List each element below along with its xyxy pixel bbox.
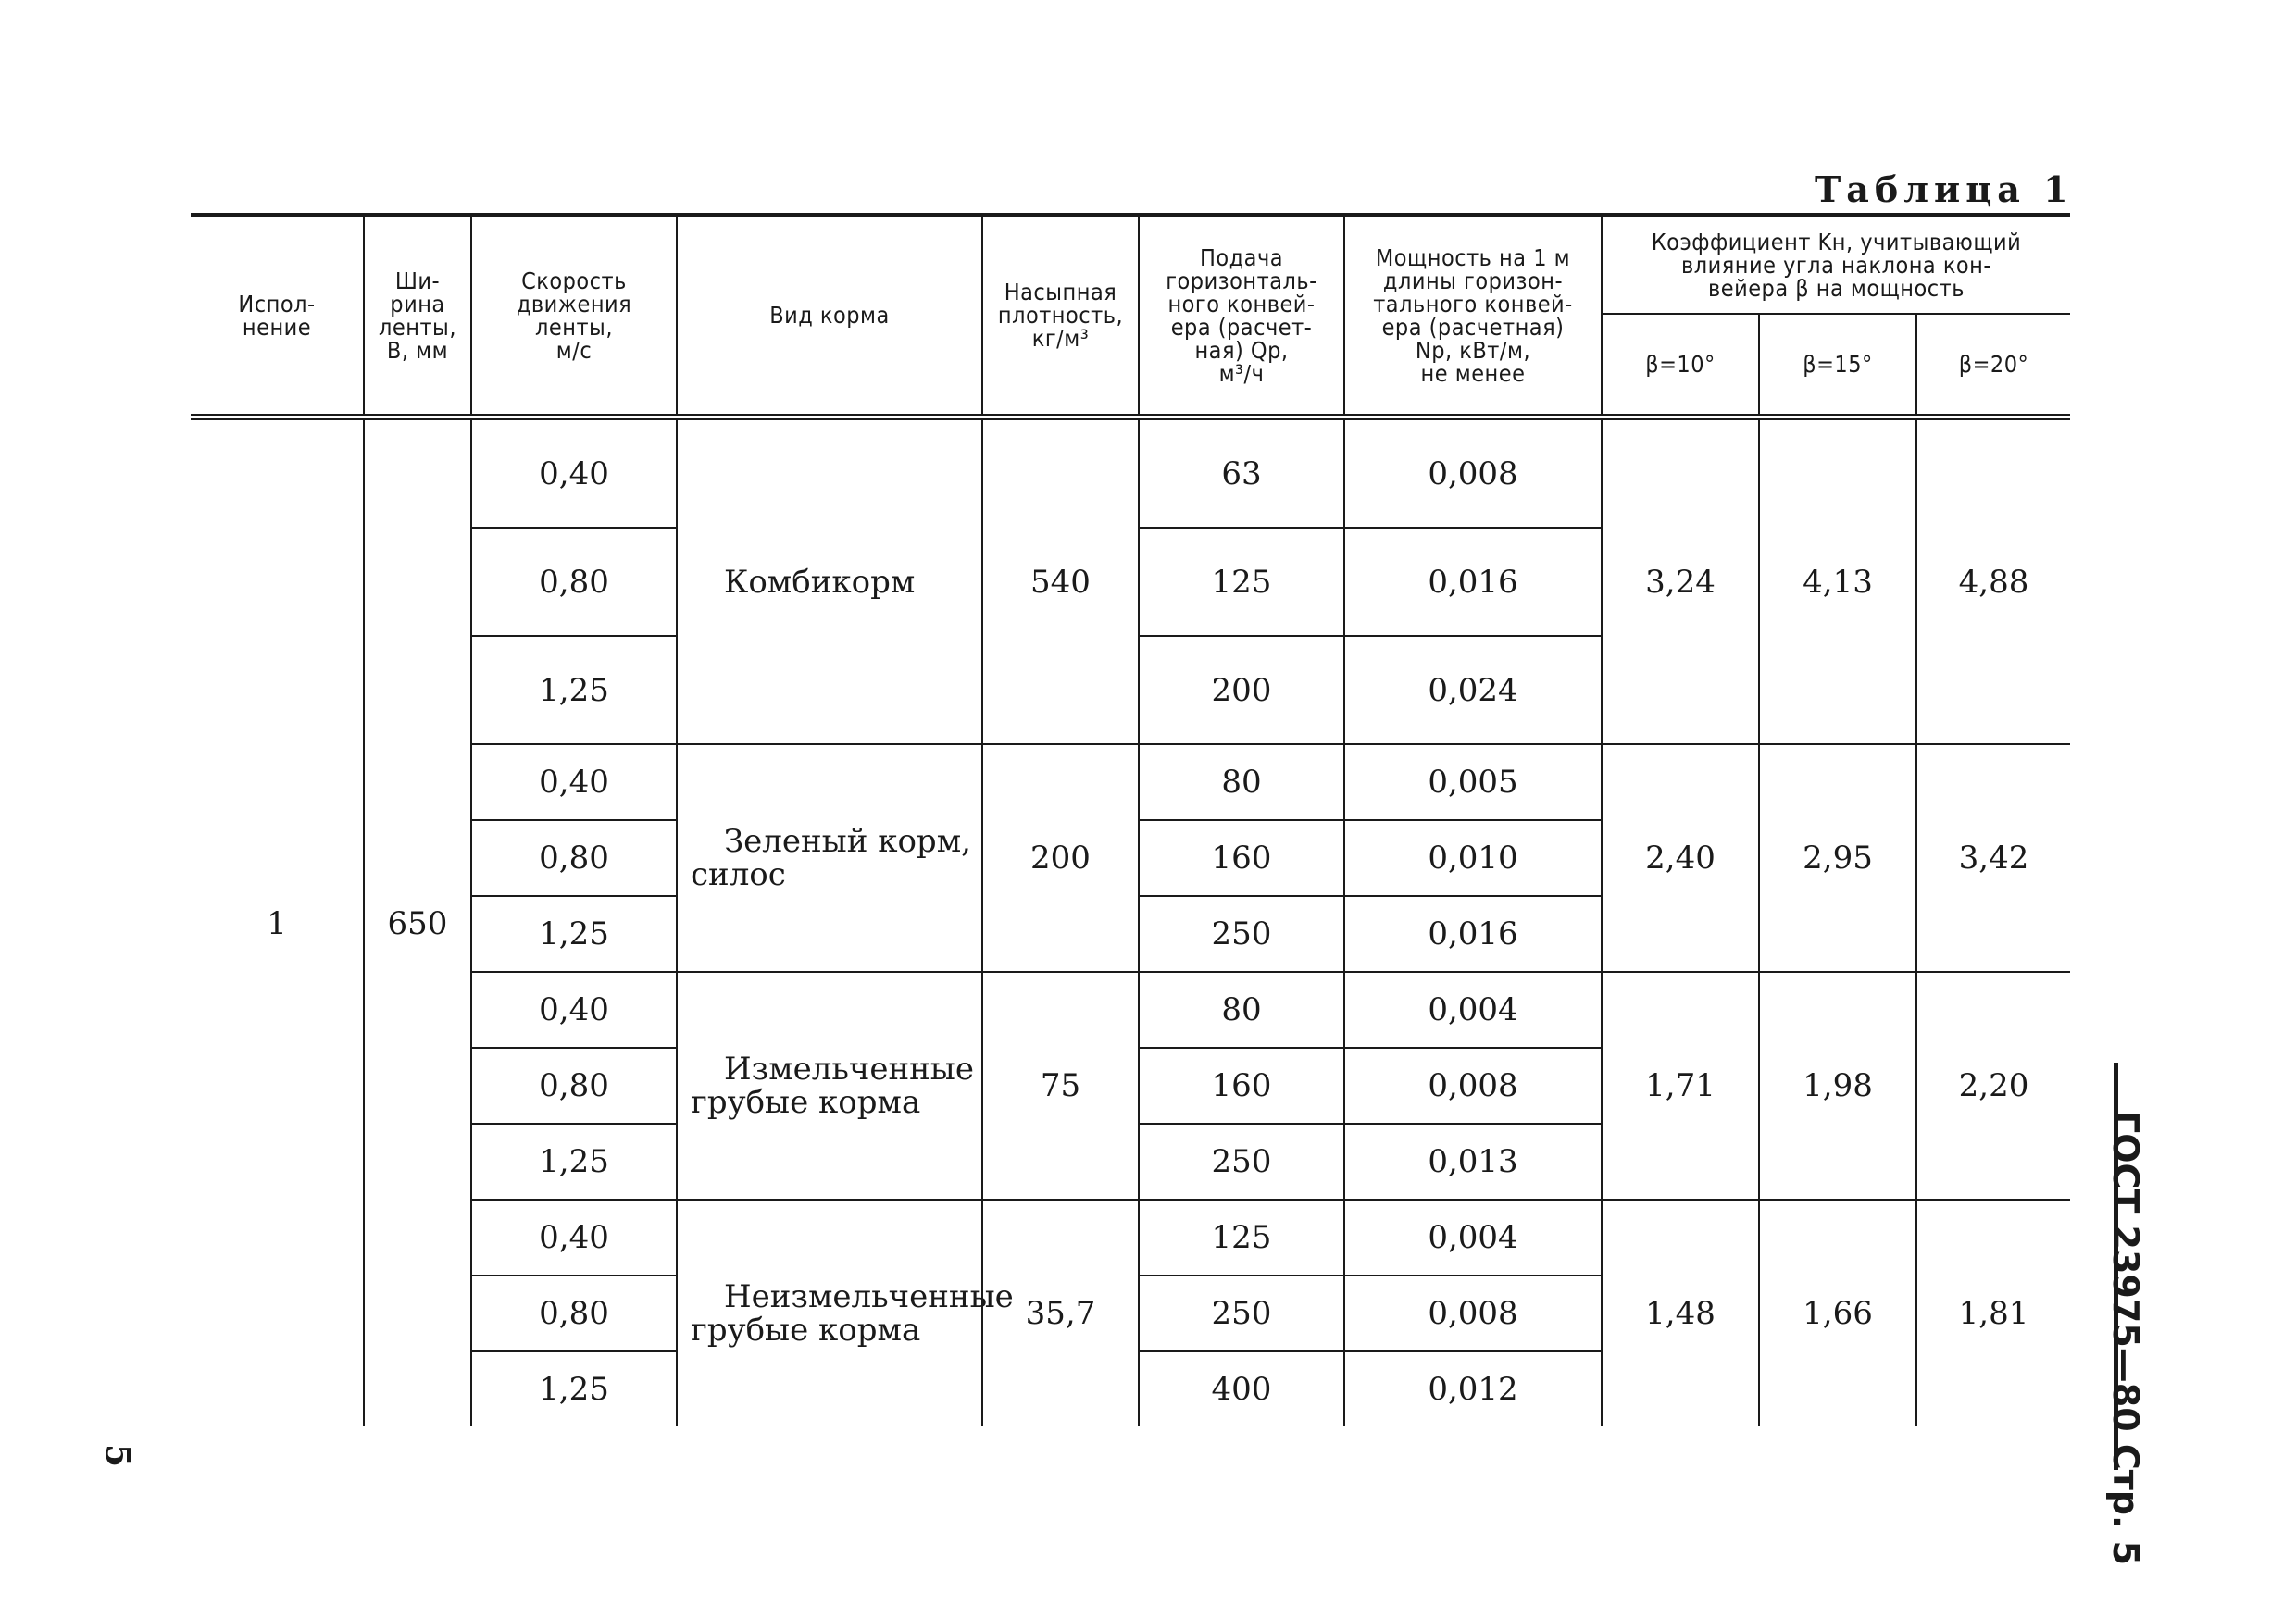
cell-power: 0,008	[1344, 1276, 1602, 1351]
cell-coefficient-10: 2,40	[1602, 744, 1759, 972]
cell-capacity: 400	[1139, 1351, 1344, 1426]
header-line: кг/м³	[1031, 325, 1090, 352]
header-line: Коэффициент Kн, учитывающий	[1651, 228, 2022, 255]
cell-capacity: 80	[1139, 972, 1344, 1048]
header-line: ера (расчет-	[1170, 313, 1313, 341]
header-line: длины горизон-	[1382, 267, 1564, 294]
header-line: B, мм	[386, 336, 449, 364]
cell-density: 35,7	[982, 1200, 1139, 1426]
header-line: Мощность на 1 м	[1375, 243, 1571, 271]
cell-capacity: 200	[1139, 636, 1344, 744]
header-line: плотность,	[997, 302, 1124, 329]
cell-coefficient-20: 1,81	[1916, 1200, 2070, 1426]
feed-type-line: грубые корма	[691, 1084, 921, 1121]
cell-power: 0,016	[1344, 896, 1602, 972]
header-line: м/с	[555, 336, 593, 364]
cell-speed: 0,80	[471, 820, 677, 896]
header-coefficient-group	[1602, 215, 2070, 314]
header-width	[364, 215, 471, 417]
header-line: Скорость	[521, 267, 627, 294]
header-line: тального конвей-	[1373, 290, 1573, 317]
table-row	[191, 972, 2070, 1048]
cell-feed-type	[677, 417, 982, 745]
cell-speed: 0,40	[471, 417, 677, 529]
cell-coefficient-15: 4,13	[1759, 417, 1916, 745]
cell-density: 75	[982, 972, 1139, 1200]
header-line: рина	[390, 290, 445, 317]
header-line: влияние угла наклона кон-	[1680, 251, 1992, 279]
cell-speed: 1,25	[471, 1351, 677, 1426]
feed-type-line: Зеленый корм,	[724, 823, 971, 860]
header-line: Nр, кВт/м,	[1415, 336, 1531, 364]
cell-speed: 1,25	[471, 896, 677, 972]
cell-power: 0,010	[1344, 820, 1602, 896]
cell-power: 0,016	[1344, 528, 1602, 636]
cell-speed: 1,25	[471, 1124, 677, 1200]
header-line: не менее	[1420, 359, 1526, 387]
cell-speed: 0,40	[471, 744, 677, 820]
cell-speed: 0,40	[471, 972, 677, 1048]
header-line: ного конвей-	[1167, 290, 1316, 317]
cell-capacity: 250	[1139, 896, 1344, 972]
header-beta-10: β=10°	[1602, 314, 1759, 417]
cell-power: 0,012	[1344, 1351, 1602, 1426]
feed-type-line: грубые корма	[691, 1312, 921, 1349]
table-row	[191, 1200, 2070, 1276]
header-line: Ши-	[394, 267, 441, 294]
table-title: Таблица 1	[1815, 168, 2074, 210]
header-line: горизонталь-	[1166, 267, 1317, 294]
header-line: нение	[242, 313, 312, 341]
cell-power: 0,004	[1344, 1200, 1602, 1276]
cell-coefficient-20: 3,42	[1916, 744, 2070, 972]
header-line: ная) Qр,	[1194, 336, 1289, 364]
feed-type-line: Неизмельченные	[724, 1278, 1014, 1315]
header-line: Испол-	[238, 290, 316, 317]
cell-power: 0,004	[1344, 972, 1602, 1048]
cell-execution: 1	[191, 417, 364, 1427]
cell-capacity: 250	[1139, 1276, 1344, 1351]
feed-type-line: Комбикорм	[724, 563, 916, 601]
cell-capacity: 250	[1139, 1124, 1344, 1200]
header-speed	[471, 215, 677, 417]
standard-page-label: ГОСТ 23975—80 Стр. 5	[2105, 1111, 2146, 1566]
cell-coefficient-20: 2,20	[1916, 972, 2070, 1200]
cell-coefficient-20: 4,88	[1916, 417, 2070, 745]
header-capacity	[1139, 215, 1344, 417]
page-number: 5	[98, 1444, 137, 1468]
cell-density: 200	[982, 744, 1139, 972]
cell-coefficient-10: 3,24	[1602, 417, 1759, 745]
header-line: м³/ч	[1218, 359, 1265, 387]
cell-power: 0,013	[1344, 1124, 1602, 1200]
cell-power: 0,008	[1344, 1048, 1602, 1124]
cell-power: 0,008	[1344, 417, 1602, 529]
cell-coefficient-10: 1,71	[1602, 972, 1759, 1200]
cell-speed: 0,80	[471, 1048, 677, 1124]
cell-coefficient-15: 1,98	[1759, 972, 1916, 1200]
cell-feed-type	[677, 744, 982, 972]
header-execution	[191, 215, 364, 417]
cell-capacity: 125	[1139, 1200, 1344, 1276]
cell-power: 0,024	[1344, 636, 1602, 744]
feed-type-line: Измельченные	[724, 1051, 974, 1088]
cell-width: 650	[364, 417, 471, 1427]
cell-power: 0,005	[1344, 744, 1602, 820]
header-power	[1344, 215, 1602, 417]
cell-feed-type	[677, 1200, 1014, 1426]
data-table	[191, 213, 2070, 1426]
header-line: движения	[516, 290, 632, 317]
cell-coefficient-15: 2,95	[1759, 744, 1916, 972]
table-row	[191, 744, 2070, 820]
header-beta-20: β=20°	[1916, 314, 2070, 417]
cell-capacity: 63	[1139, 417, 1344, 529]
cell-speed: 0,80	[471, 528, 677, 636]
cell-feed-type	[677, 972, 982, 1200]
cell-speed: 1,25	[471, 636, 677, 744]
header-line: Насыпная	[1004, 279, 1117, 305]
cell-density: 540	[982, 417, 1139, 745]
cell-capacity: 125	[1139, 528, 1344, 636]
cell-capacity: 80	[1139, 744, 1344, 820]
table-row	[191, 417, 2070, 529]
header-line: вейера β на мощность	[1708, 274, 1965, 302]
cell-capacity: 160	[1139, 820, 1344, 896]
header-beta-15: β=15°	[1759, 314, 1916, 417]
header-feed-type: Вид корма	[677, 215, 982, 417]
header-line: ленты,	[535, 313, 613, 341]
feed-type-line: силос	[691, 856, 786, 893]
cell-speed: 0,40	[471, 1200, 677, 1276]
cell-speed: 0,80	[471, 1276, 677, 1351]
cell-capacity: 160	[1139, 1048, 1344, 1124]
cell-coefficient-10: 1,48	[1602, 1200, 1759, 1426]
table-body	[191, 417, 2070, 1427]
header-density	[982, 215, 1139, 417]
header-line: ера (расчетная)	[1381, 313, 1565, 341]
cell-coefficient-15: 1,66	[1759, 1200, 1916, 1426]
header-line: Подача	[1199, 243, 1284, 271]
header-line: ленты,	[379, 313, 456, 341]
